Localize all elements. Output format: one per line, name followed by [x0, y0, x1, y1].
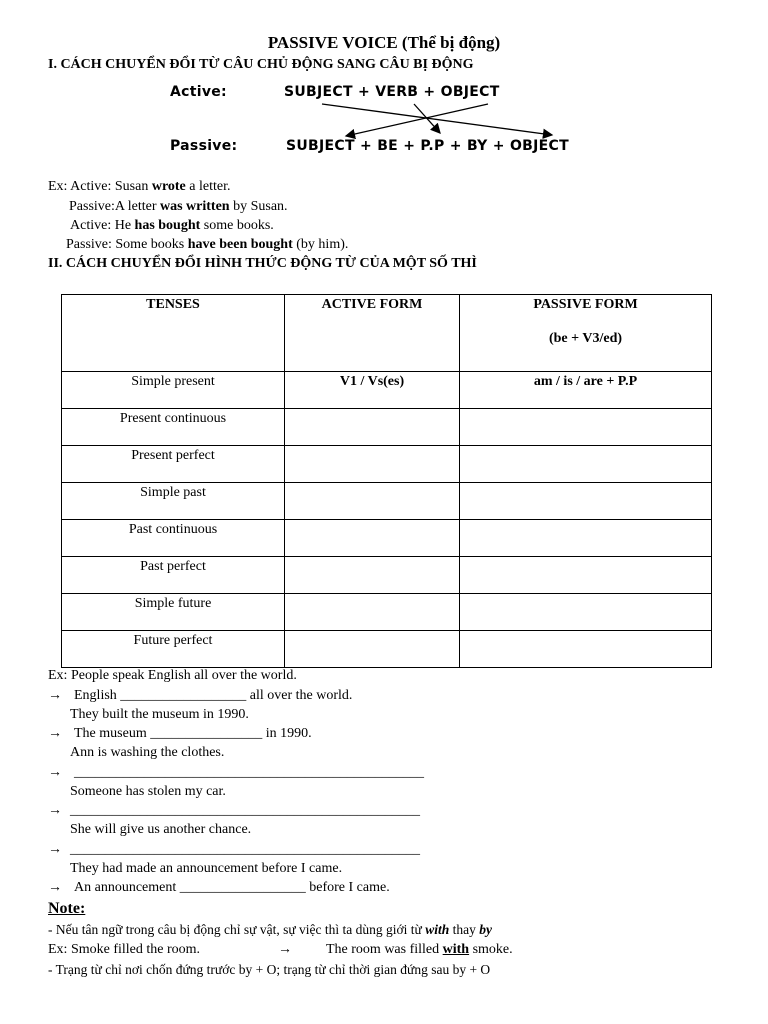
active-label: Active:: [170, 84, 227, 100]
table-row: [62, 409, 712, 446]
passive-form-cell[interactable]: [460, 557, 712, 594]
active-form-cell: V1 / Vs(es): [285, 372, 460, 409]
tense-cell: Simple present: [62, 372, 285, 409]
example-passive-1: Passive:A letter was written by Susan.: [69, 199, 288, 214]
table-row: [62, 557, 712, 594]
tense-cell: Present continuous: [62, 409, 285, 446]
passive-form-cell[interactable]: [460, 520, 712, 557]
table-row: [62, 520, 712, 557]
active-form-cell[interactable]: [285, 631, 460, 668]
header-tenses: TENSES: [62, 295, 285, 372]
active-form-cell[interactable]: [285, 594, 460, 631]
exercise-answer-5[interactable]: __________________________________________________: [70, 842, 420, 857]
exercise-answer-3[interactable]: __________________________________________________: [74, 765, 424, 780]
example-active-2: Active: He has bought some books.: [70, 218, 274, 233]
diagram-arrows: [0, 0, 768, 180]
note-example-passive: The room was filled with smoke.: [326, 942, 513, 957]
header-active-form: ACTIVE FORM: [285, 295, 460, 372]
passive-form-cell[interactable]: [460, 631, 712, 668]
page-title: PASSIVE VOICE (Thể bị động): [267, 33, 501, 52]
table-row: [62, 372, 712, 409]
arrow-icon: →: [48, 726, 62, 741]
note-title: Note:: [48, 900, 86, 917]
arrow-object-to-subject: [346, 104, 488, 136]
exercise-answer-1[interactable]: English __________________ all over the world.: [74, 688, 353, 703]
exercise-sentence-6: They had made an announcement before I came.: [70, 861, 343, 876]
section2-heading: II. CÁCH CHUYỂN ĐỔI HÌNH THỨC ĐỘNG TỪ CỦA MỘT SỐ THÌ: [48, 256, 477, 271]
tense-cell: Past perfect: [62, 557, 285, 594]
tense-cell: Present perfect: [62, 446, 285, 483]
tense-cell: Simple future: [62, 594, 285, 631]
arrow-icon: →: [278, 942, 292, 957]
passive-form-cell[interactable]: [460, 409, 712, 446]
passive-form-cell: am / is / are + P.P: [460, 372, 712, 409]
exercise-sentence-5: She will give us another chance.: [70, 822, 252, 837]
note-example-active: Ex: Smoke filled the room.: [48, 942, 201, 957]
exercise-sentence-3: Ann is washing the clothes.: [70, 745, 225, 760]
arrow-icon: →: [48, 765, 62, 780]
passive-form-cell[interactable]: [460, 483, 712, 520]
example-passive-2: Passive: Some books have been bought (by him).: [66, 237, 349, 252]
note-rule-2: - Trạng từ chỉ nơi chốn đứng trước by + O; trạng từ chỉ thời gian đứng sau by + O: [48, 962, 491, 977]
active-form-cell[interactable]: [285, 409, 460, 446]
arrow-icon: →: [48, 880, 62, 895]
table-row: [62, 631, 712, 668]
exercise-answer-4[interactable]: __________________________________________________: [70, 803, 420, 818]
exercise-sentence-2: They built the museum in 1990.: [70, 707, 249, 722]
tense-cell: Future perfect: [62, 631, 285, 668]
passive-label: Passive:: [170, 138, 238, 154]
header-passive-form: PASSIVE FORM (be + V3/ed): [460, 295, 712, 372]
table-row: [62, 483, 712, 520]
passive-form-cell[interactable]: [460, 594, 712, 631]
passive-form-cell[interactable]: [460, 446, 712, 483]
arrow-icon: →: [48, 688, 62, 703]
active-formula: SUBJECT + VERB + OBJECT: [284, 84, 500, 100]
active-form-cell[interactable]: [285, 446, 460, 483]
example-active-1: Ex: Active: Susan wrote a letter.: [48, 179, 231, 194]
active-form-cell[interactable]: [285, 483, 460, 520]
tenses-table: [61, 294, 712, 668]
active-form-cell[interactable]: [285, 557, 460, 594]
section1-heading: I. CÁCH CHUYỂN ĐỔI TỪ CÂU CHỦ ĐỘNG SANG CÂU BỊ ĐỘNG: [48, 57, 474, 72]
arrow-icon: →: [48, 842, 62, 857]
tense-cell: Past continuous: [62, 520, 285, 557]
table-header-row: [62, 295, 712, 372]
passive-formula: SUBJECT + BE + P.P + BY + OBJECT: [286, 138, 569, 154]
active-form-cell[interactable]: [285, 520, 460, 557]
arrow-icon: →: [48, 803, 62, 818]
exercise-sentence-1: Ex: People speak English all over the world.: [48, 668, 297, 683]
exercise-sentence-4: Someone has stolen my car.: [70, 784, 226, 799]
table-row: [62, 446, 712, 483]
table-row: [62, 594, 712, 631]
tense-cell: Simple past: [62, 483, 285, 520]
note-rule-1: - Nếu tân ngữ trong câu bị động chỉ sự vật, sự việc thì ta dùng giới từ with thay by: [48, 922, 492, 937]
exercise-answer-2[interactable]: The museum ________________ in 1990.: [74, 726, 312, 741]
exercise-answer-6[interactable]: An announcement __________________ before I came.: [74, 880, 390, 895]
